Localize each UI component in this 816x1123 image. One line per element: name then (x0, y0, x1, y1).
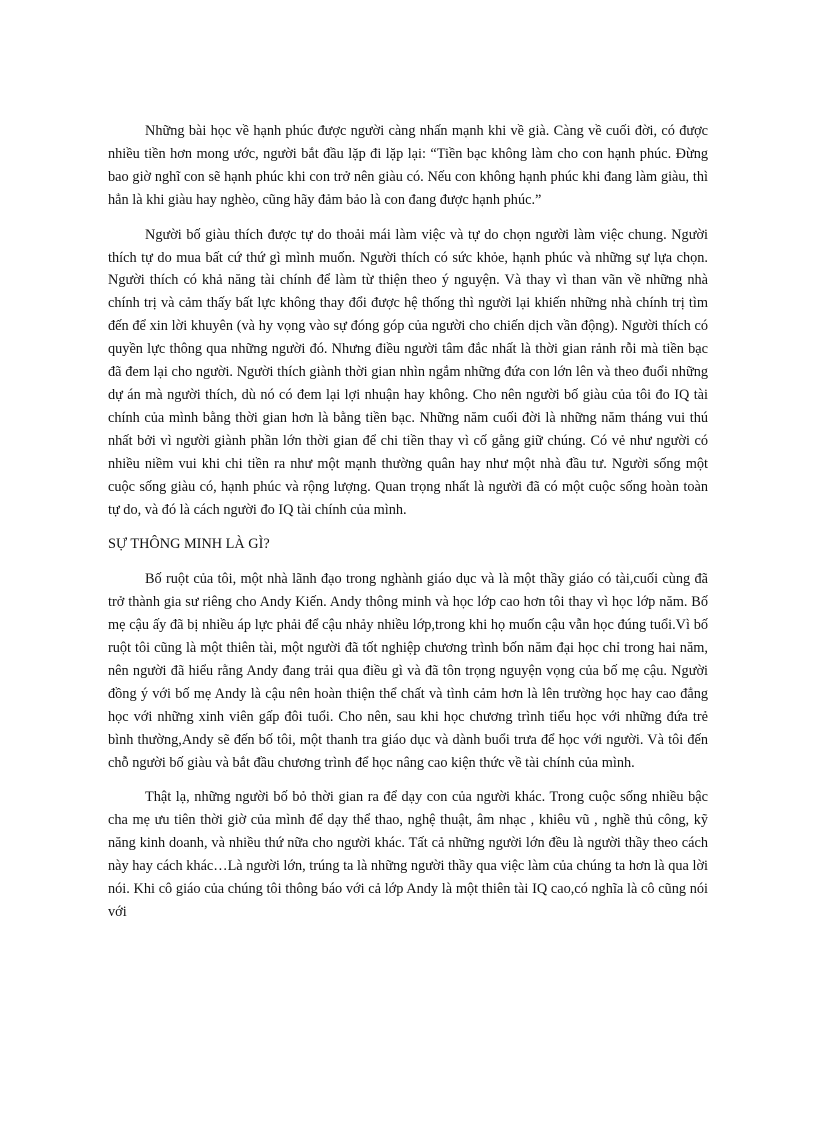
paragraph-andy-tutor: Bố ruột của tôi, một nhà lãnh đạo trong nghành giáo dục và là một thầy giáo có tài,cuối cùng đã trở thành gia sư riêng cho Andy Kiến. Andy thông minh và học lớp cao hơn tôi thay vì học lớp năm. Bố mẹ cậu ấy đã bị nhiều áp lực phải để cậu nhảy nhiều lớp,trong khi họ muốn cậu vẫn học đúng tuổi.Vì bố ruột tôi cũng là một thiên tài, một người đã tốt nghiệp chương trình bốn năm đại học chỉ trong hai năm, nên người đã hiểu rằng Andy đang trải qua điều gì và đã tôn trọng nguyện vọng của bố mẹ cậu. Người đồng ý với bố mẹ Andy là cậu nên hoàn thiện thể chất và tình cảm hơn là lên trường học hay cao đẳng học với những xinh viên gấp đôi tuổi. Cho nên, sau khi học chương trình tiểu học với những đứa trẻ bình thường,Andy sẽ đến bố tôi, một thanh tra giáo dục và dành buổi trưa để học với người. Và tôi đến chỗ người bố giàu và bắt đầu chương trình để học nâng cao kiện thức về tài chính của mình. (108, 571, 708, 771)
paragraph-happiness-lessons: Những bài học về hạnh phúc được người càng nhấn mạnh khi về già. Càng về cuối đời, có được nhiều tiền hơn mong ước, người bắt đầu lặp đi lặp lại: “Tiền bạc không làm cho con hạnh phúc. Đừng bao giờ nghĩ con sẽ hạnh phúc khi con trở nên giàu có. Nếu con không hạnh phúc khi đang làm giàu, thì hẳn là khi giàu hay nghèo, cũng hãy đảm bảo là con đang được hạnh phúc.” (108, 123, 708, 208)
paragraph-teaching-others: Thật lạ, những người bố bỏ thời gian ra để dạy con của người khác. Trong cuộc sống nhiều bậc cha mẹ ưu tiên thời giờ của mình để dạy thể thao, nghệ thuật, âm nhạc , khiêu vũ , nghề thủ công, kỹ năng kinh doanh, và nhiều thứ nữa cho người khác. Tất cả những người lớn đều là người thầy theo cách này hay cách khác…Là người lớn, trúng ta là những người thầy qua việc làm của chúng ta hơn là qua lời nói. Khi cô giáo của chúng tôi thông báo với cả lớp Andy là một thiên tài IQ cao,có nghĩa là cô cũng nói với (108, 789, 708, 920)
paragraph-rich-dad-freedom: Người bố giàu thích được tự do thoải mái làm việc và tự do chọn người làm việc chung. Người thích tự do mua bất cứ thứ gì mình muốn. Người thích có sức khỏe, hạnh phúc và những sự lựa chọn. Người thích có khả năng tài chính để làm từ thiện theo ý nguyện. Và thay vì than vãn về những nhà chính trị và cảm thấy bất lực không thay đổi được hệ thống thì người lại khiến những nhà chính trị tìm đến để xin lời khuyên (và hy vọng vào sự đóng góp của người cho chiến dịch vần động). Người thích có quyền lực thông qua những người đó. Nhưng điều người tâm đắc nhất là thời gian rảnh rỗi mà tiền bạc đã đem lại cho người. Người thích giành thời gian nhìn ngắm những đứa con lớn lên và theo đuổi những dự án mà người thích, dù nó có đem lại lợi nhuận hay không. Cho nên người bố giàu của tôi đo IQ tài chính của mình bằng thời gian hơn là bằng tiền bạc. Những năm cuối đời là những năm tháng vui thú nhất bởi vì người giành phần lớn thời gian để chi tiền thay vì cố gằng giữ chúng. Có vẻ như người có nhiều niềm vui khi chi tiền ra như một mạnh thường quân hay như một nhà đầu tư. Người sống một cuộc sống giàu có, hạnh phúc và rộng lượng. Quan trọng nhất là người đã có một cuộc sống hoàn toàn tự do, và đó là cách người đo IQ tài chính của mình. (108, 226, 708, 518)
section-heading: SỰ THÔNG MINH LÀ GÌ? (108, 536, 270, 553)
document-body (108, 120, 708, 936)
